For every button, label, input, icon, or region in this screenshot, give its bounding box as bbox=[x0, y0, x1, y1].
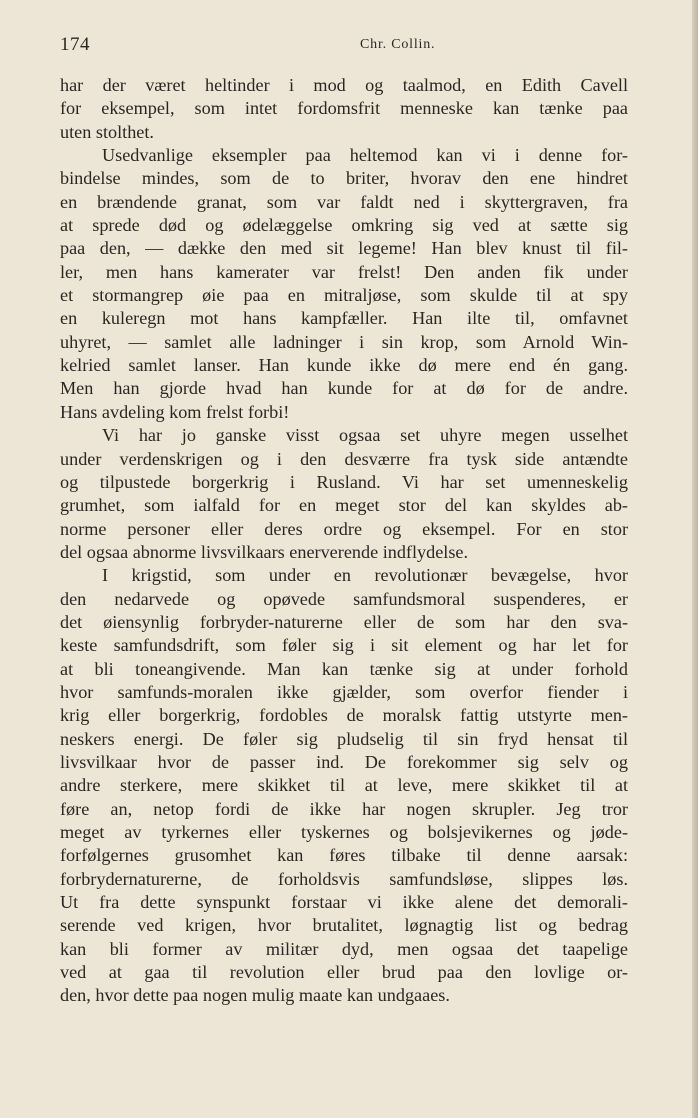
text-line: paa den, — dække den med sit legeme! Han blev knust til fil- bbox=[60, 238, 628, 259]
body-text bbox=[60, 74, 628, 1008]
text-line: I krigstid, som under en revolutionær bevægelse, hvor bbox=[102, 565, 628, 586]
text-line: uten stolthet. bbox=[60, 121, 154, 142]
text-line: forbrydernaturerne, de forholdsvis samfundsløse, slippes løs. bbox=[60, 868, 628, 889]
text-line: at sprede død og ødelæggelse omkring sig ved at sætte sig bbox=[60, 215, 628, 236]
text-line: Men han gjorde hvad han kunde for at dø for de andre. bbox=[60, 378, 628, 399]
text-line: Vi har jo ganske visst ogsaa set uhyre megen usselhet bbox=[102, 425, 628, 446]
text-line: føre an, netop fordi de ikke har nogen skrupler. Jeg tror bbox=[60, 798, 628, 819]
text-line: at bli toneangivende. Man kan tænke sig at under forhold bbox=[60, 658, 628, 679]
text-line: har der været heltinder i mod og taalmod, en Edith Cavell bbox=[60, 75, 628, 95]
text-line: for eksempel, som intet fordomsfrit menneske kan tænke paa bbox=[60, 98, 628, 119]
text-line: og tilpustede borgerkrig i Rusland. Vi har set umenneskelig bbox=[60, 471, 628, 492]
text-line: forfølgernes grusomhet kan føres tilbake til denne aarsak: bbox=[60, 845, 628, 866]
text-line: ler, men hans kamerater var frelst! Den anden fik under bbox=[60, 261, 628, 282]
text-line: Usedvanlige eksempler paa heltemod kan vi i denne for- bbox=[102, 145, 628, 166]
text-line: serende ved krigen, hvor brutalitet, løgnagtig list og bedrag bbox=[60, 915, 628, 936]
text-line: under verdenskrigen og i den desværre fra tysk side antændte bbox=[60, 448, 628, 469]
text-line: ved at gaa til revolution eller brud paa den lovlige or- bbox=[60, 962, 628, 983]
text-line: Ut fra dette synspunkt forstaar vi ikke alene det demorali- bbox=[60, 892, 628, 913]
text-line: grumhet, som ialfald for en meget stor del kan skyldes ab- bbox=[60, 495, 628, 516]
text-line: den nedarvede og opøvede samfundsmoral suspenderes, er bbox=[60, 588, 628, 609]
text-line: andre sterkere, mere skikket til at leve, mere skikket til at bbox=[60, 775, 628, 796]
text-line: uhyret, — samlet alle ladninger i sin krop, som Arnold Win- bbox=[60, 331, 628, 352]
text-line: livsvilkaar hvor de passer ind. De forekommer sig selv og bbox=[60, 751, 628, 772]
text-line: keste samfundsdrift, som føler sig i sit element og har let for bbox=[60, 635, 628, 656]
text-line: norme personer eller deres ordre og eksempel. For en stor bbox=[60, 518, 628, 539]
page-header bbox=[60, 34, 628, 58]
text-line: bindelse mindes, som de to briter, hvorav den ene hindret bbox=[60, 168, 628, 189]
text-line: et stormangrep øie paa en mitraljøse, som skulde til at spy bbox=[60, 285, 628, 306]
text-line: kelried samlet lanser. Han kunde ikke dø mere end én gang. bbox=[60, 355, 628, 376]
text-line: den, hvor dette paa nogen mulig maate kan undgaaes. bbox=[60, 985, 450, 1006]
text-line: en kuleregn mot hans kampfæller. Han ilte til, omfavnet bbox=[60, 308, 628, 329]
text-line: krig eller borgerkrig, fordobles de moralsk fattig utstyrte men- bbox=[60, 705, 628, 726]
text-line: neskers energi. De føler sig pludselig til sin fryd hensat til bbox=[60, 728, 628, 749]
text-line: hvor samfunds-moralen ikke gjælder, som overfor fiender i bbox=[60, 681, 628, 702]
page-edge bbox=[692, 0, 698, 1118]
page-number: 174 bbox=[60, 34, 90, 55]
text-line: en brændende granat, som var faldt ned i skyttergraven, fra bbox=[60, 191, 628, 212]
text-line: meget av tyrkernes eller tyskernes og bolsjevikernes og jøde- bbox=[60, 822, 628, 842]
text-line: det øiensynlig forbryder-naturerne eller de som har den sva- bbox=[60, 611, 628, 632]
running-head: Chr. Collin. bbox=[360, 37, 436, 52]
text-line: Hans avdeling kom frelst forbi! bbox=[60, 401, 290, 422]
text-line: kan bli former av militær dyd, men ogsaa det taapelige bbox=[60, 938, 628, 959]
text-line: del ogsaa abnorme livsvilkaars enerverende indflydelse. bbox=[60, 541, 469, 562]
